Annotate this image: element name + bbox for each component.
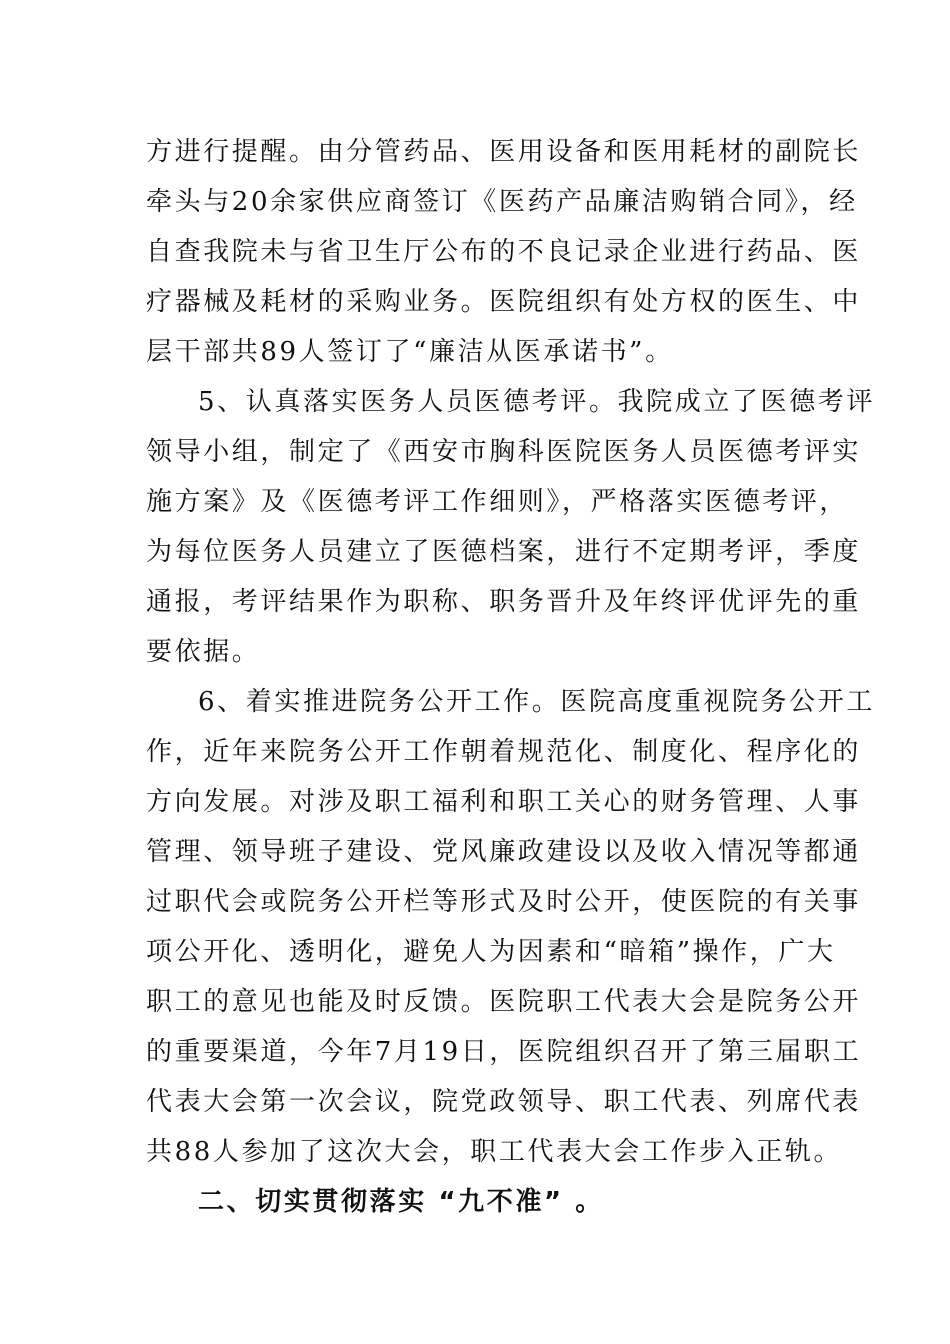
paragraph-line: 项公开化、透明化，避免人为因素和“暗箱”操作，广大 [146,937,836,967]
paragraph-line: 自查我院未与省卫生厅公布的不良记录企业进行药品、医 [146,237,862,267]
paragraph-line: 5、认真落实医务人员医德考评。我院成立了医德考评 [198,387,875,417]
paragraph-line: 要依据。 [146,637,261,667]
paragraph-line: 共88人参加了这次大会，职工代表大会工作步入正轨。 [146,1137,843,1167]
paragraph-line: 过职代会或院务公开栏等形式及时公开，使医院的有关事 [146,887,862,917]
paragraph-line: 施方案》及《医德考评工作细则》，严格落实医德考评， [146,487,849,517]
paragraph-line: 领导小组，制定了《西安市胸科医院医务人员医德考评实 [146,437,862,467]
paragraph-line: 疗器械及耗材的采购业务。医院组织有处方权的医生、中 [146,287,862,317]
paragraph-line: 管理、领导班子建设、党风廉政建设以及收入情况等都通 [146,837,862,867]
section-heading: 二、切实贯彻落实 “九不准” 。 [198,1187,604,1217]
paragraph-line: 6、着实推进院务公开工作。医院高度重视院务公开工 [198,687,875,717]
paragraph-line: 代表大会第一次会议，院党政领导、职工代表、列席代表 [146,1087,862,1117]
paragraph-line: 作，近年来院务公开工作朝着规范化、制度化、程序化的 [146,737,862,767]
paragraph-line: 职工的意见也能及时反馈。医院职工代表大会是院务公开 [146,987,862,1017]
paragraph-line: 的重要渠道，今年7月19日，医院组织召开了第三届职工 [146,1037,862,1067]
paragraph-line: 通报，考评结果作为职称、职务晋升及年终评优评先的重 [146,587,862,617]
paragraph-line: 方向发展。对涉及职工福利和职工关心的财务管理、人事 [146,787,862,817]
paragraph-line: 层干部共89人签订了“廉洁从医承诺书”。 [146,337,674,367]
paragraph-line: 方进行提醒。由分管药品、医用设备和医用耗材的副院长 [146,137,862,167]
paragraph-line: 为每位医务人员建立了医德档案，进行不定期考评，季度 [146,537,862,567]
paragraph-line: 牵头与20余家供应商签订《医药产品廉洁购销合同》，经 [146,187,858,217]
